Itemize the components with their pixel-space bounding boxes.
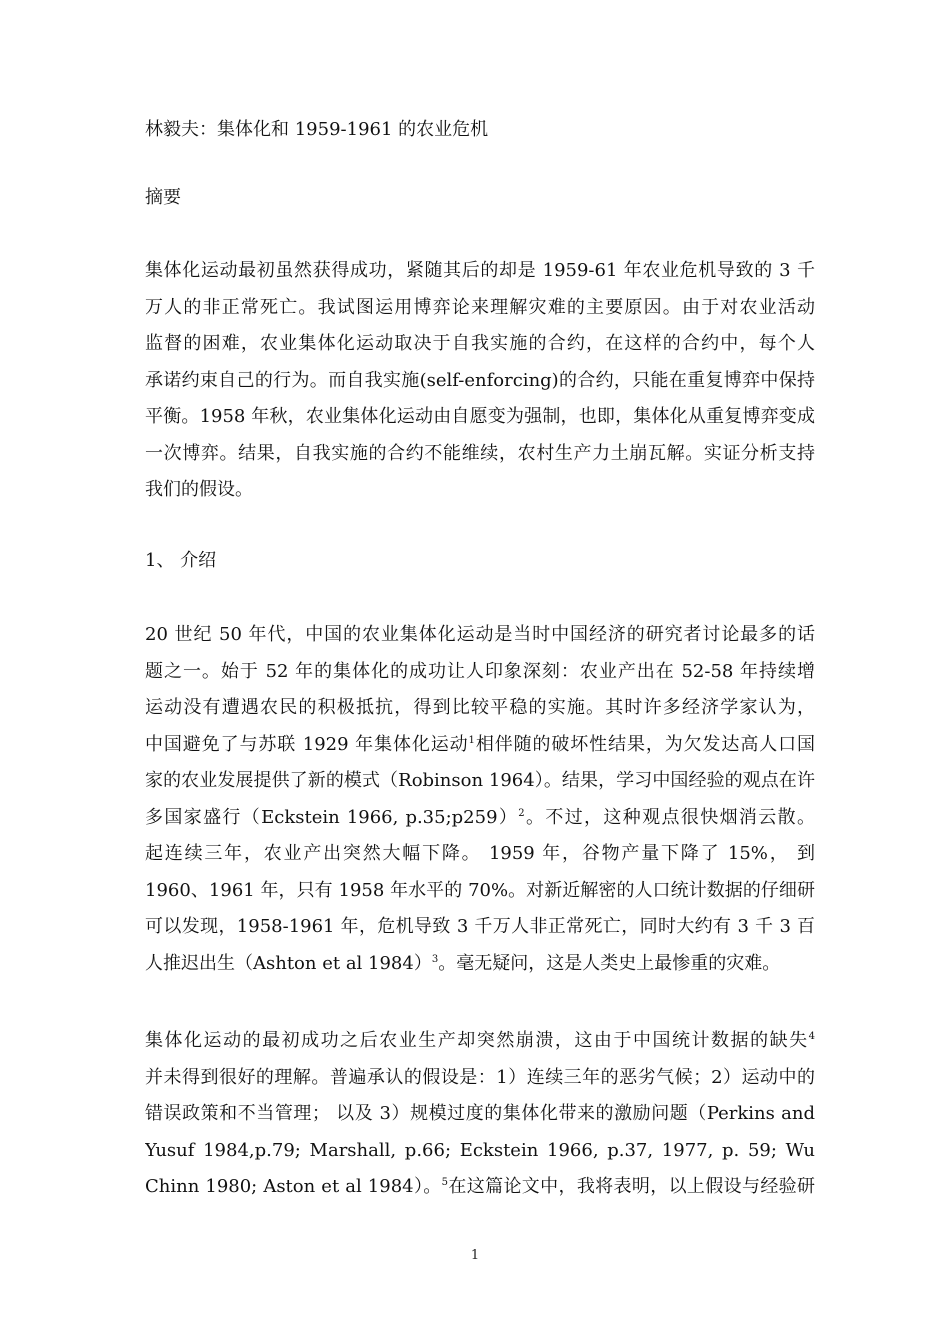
footnote-marker[interactable]: 2 [518,807,525,819]
title-text: 林毅夫：集体化和 1959-1961 的农业危机 [145,119,489,140]
body-line: Yusuf 1984,p.79; Marshall, p.66; Eckstein 1966, p.37, 1977, p. 59; Wu [145,1139,815,1161]
abstract-line: 监督的困难，农业集体化运动取决于自我实施的合约，在这样的合约中，每个人 [145,333,815,354]
abstract-line: 平衡。1958 年秋，农业集体化运动由自愿变为强制，也即，集体化从重复博弈变成 [145,406,815,427]
intro-line [145,800,815,837]
page-number: 1 [470,1248,480,1263]
section-heading-text: 1、 介绍 [145,550,217,571]
intro-line-part: 相伴随的破坏性结果，为欠发达高人口国 [474,733,815,755]
body-line: 错误政策和不当管理； 以及 3）规模过度的集体化带来的激励问题（Perkins and [145,1103,815,1124]
intro-line-part: 中国避免了与苏联 1929 年集体化运动 [145,733,469,755]
intro-line-part: 多国家盛行（Eckstein 1966, p.35;p259） [145,806,519,828]
intro-line [145,946,815,983]
intro-line: 可以发现，1958-1961 年，危机导致 3 千万人非正常死亡，同时大约有 3 千 3 百 [145,916,815,937]
intro-line-part: 人推迟出生（Ashton et al 1984） [145,952,432,974]
section-heading [145,543,815,580]
body-line-part: Chinn 1980; Aston et al 1984）。 [145,1176,442,1197]
abstract-heading-text: 摘要 [145,187,181,208]
abstract-heading [145,180,815,217]
abstract-line: 一次博弈。结果，自我实施的合约不能维续，农村生产力土崩瓦解。实证分析支持 [145,442,815,464]
intro-line: 起连续三年，农业产出突然大幅下降。 1959 年，谷物产量下降了 15%， 到 [145,843,815,864]
intro-line: 运动没有遭遇农民的积极抵抗，得到比较平稳的实施。其时许多经济学家认为， [145,697,815,718]
abstract-line: 我们的假设。 [145,479,253,500]
intro-line: 1960、1961 年，只有 1958 年水平的 70%。对新近解密的人口统计数据的仔细研 [145,879,815,901]
abstract-paragraph [145,253,815,509]
body-paragraph [145,1023,815,1206]
abstract-line: 万人的非正常死亡。我试图运用博弈论来理解灾难的主要原因。由于对农业活动 [145,296,815,318]
intro-line-part: 。不过，这种观点很快烟消云散。 [524,806,815,828]
intro-line [145,727,815,764]
body-line: 并未得到很好的理解。普遍承认的假设是：1）连续三年的恶劣气候；2）运动中的 [145,1066,815,1088]
intro-line: 20 世纪 50 年代，中国的农业集体化运动是当时中国经济的研究者讨论最多的话 [145,624,815,645]
intro-line-part: 。毫无疑问，这是人类史上最惨重的灾难。 [438,952,781,974]
body-line [145,1023,815,1060]
body-line-part: 在这篇论文中，我将表明，以上假设与经验研 [448,1176,815,1197]
body-line [145,1169,815,1206]
footnote-marker[interactable]: 4 [808,1031,815,1042]
footnote-marker[interactable]: 1 [468,734,475,746]
intro-line: 家的农业发展提供了新的模式（Robinson 1964）。结果，学习中国经验的观点在许 [145,770,815,791]
document-title [145,112,815,149]
intro-line: 题之一。始于 52 年的集体化的成功让人印象深刻：农业产出在 52-58 年持续增 [145,660,815,682]
abstract-line: 集体化运动最初虽然获得成功，紧随其后的却是 1959-61 年农业危机导致的 3 千 [145,260,815,281]
footnote-marker[interactable]: 5 [441,1177,449,1188]
footnote-marker[interactable]: 3 [431,953,439,965]
body-line-part: 集体化运动的最初成功之后农业生产却突然崩溃，这由于中国统计数据的缺失 [145,1030,809,1051]
abstract-line: 承诺约束自己的行为。而自我实施(self-enforcing)的合约，只能在重复博弈中保持 [145,369,815,391]
intro-paragraph [145,617,815,982]
